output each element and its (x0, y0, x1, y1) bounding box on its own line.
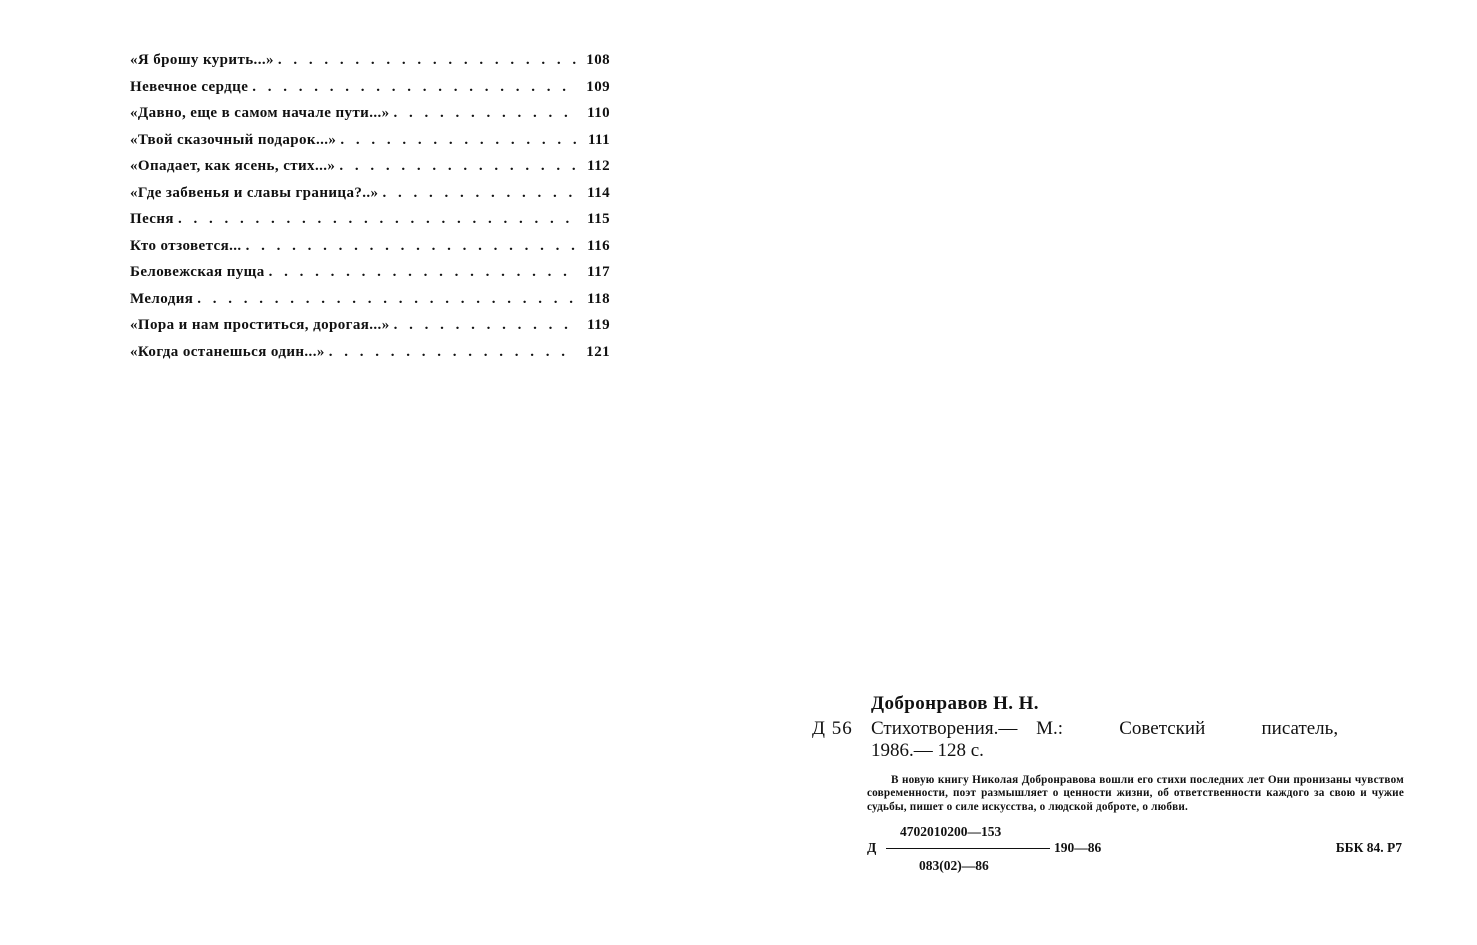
toc-entry-title: Кто отзовется... (130, 237, 242, 254)
toc-entry (130, 264, 610, 291)
catalog-card (812, 693, 1404, 876)
toc-entry-title: «Когда останешься один...» (130, 343, 325, 360)
dot-leader (394, 317, 576, 334)
dot-leader (197, 291, 576, 308)
toc-entry (130, 79, 610, 106)
toc-entry-title: «Опадает, как ясень, стих...» (130, 158, 336, 174)
isbn-fraction-line (886, 848, 1050, 849)
toc-entry (130, 344, 610, 371)
card-description-line1 (871, 718, 1404, 740)
isbn-bottom: 083(02)—86 (919, 857, 989, 873)
toc-entry-page: 115 (587, 211, 610, 227)
toc-entry-title: Песня (130, 211, 174, 227)
toc-entry-page: 114 (587, 184, 610, 201)
toc-entry-page: 109 (586, 78, 610, 95)
card-annotation (867, 774, 1404, 814)
card-author: Добронравов Н. Н. (871, 693, 1039, 714)
isbn-letter: Д (867, 839, 877, 855)
dot-leader (178, 211, 576, 228)
isbn-block (812, 824, 1404, 876)
dot-leader (382, 185, 576, 202)
dot-leader (246, 238, 576, 255)
annotation-text: В новую книгу Николая Добронравова вошли его стихи последних лет Они пронизаны чувством современности, поэт размышляет о ценности жизни, об ответственности каждого за свою и чужие судьбы, пишет о силе искусства, о людской доброте, о любви. (867, 774, 1404, 813)
table-of-contents (130, 52, 610, 370)
toc-entry-page: 119 (587, 317, 610, 333)
toc-entry-page: 110 (587, 105, 610, 121)
toc-entry-title: Беловежская пуща (130, 264, 265, 280)
isbn-top: 4702010200—153 (900, 823, 1002, 839)
dot-leader (329, 344, 576, 361)
toc-entry (130, 317, 610, 344)
toc-entry-page: 121 (586, 343, 610, 360)
toc-entry-page: 116 (587, 237, 610, 254)
toc-entry-page: 108 (586, 52, 610, 68)
dot-leader (340, 132, 576, 149)
toc-entry (130, 238, 610, 265)
bbk-code: ББК 84. Р7 (1335, 839, 1402, 855)
toc-entry (130, 52, 610, 79)
card-main (812, 718, 1404, 762)
dot-leader (269, 264, 576, 281)
dot-leader (394, 105, 576, 122)
card-description-line1-text: Стихотворения.— М.: Советский писатель, (871, 718, 1339, 739)
card-description (871, 718, 1404, 762)
toc-entry-page: 118 (587, 290, 610, 307)
toc-entry-title: «Где забвенья и славы граница?..» (130, 184, 379, 201)
toc-entry-title: «Пора и нам проститься, дорогая...» (130, 317, 390, 333)
toc-entry (130, 185, 610, 212)
toc-entry-title: Мелодия (130, 290, 194, 307)
dot-leader (278, 52, 576, 69)
toc-entry-page: 117 (587, 264, 610, 280)
dot-leader (339, 158, 576, 175)
toc-entry (130, 132, 610, 159)
dot-leader (252, 79, 576, 96)
toc-entry (130, 291, 610, 318)
toc-entry-page: 111 (587, 131, 610, 148)
toc-entry (130, 158, 610, 185)
toc-entry-title: Невечное сердце (130, 78, 249, 95)
toc-entry (130, 105, 610, 132)
isbn-price: 190—86 (1054, 839, 1102, 855)
toc-entry-title: «Твой сказочный подарок...» (130, 131, 337, 148)
toc-entry-title: «Я брошу курить...» (130, 52, 274, 68)
toc-entry (130, 211, 610, 238)
toc-entry-page: 112 (587, 158, 610, 174)
card-code: Д 56 (812, 718, 853, 739)
toc-entry-title: «Давно, еще в самом начале пути...» (130, 105, 390, 121)
card-description-line2: 1986.— 128 с. (871, 740, 984, 761)
